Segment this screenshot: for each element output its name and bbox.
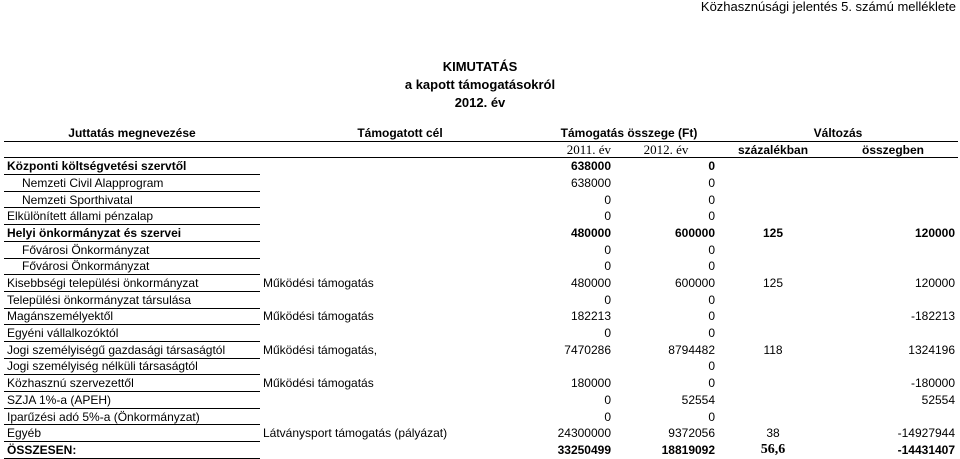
row-purpose bbox=[260, 392, 540, 409]
row-name: Nemzeti Sporthivatal bbox=[4, 191, 260, 208]
row-2012: 0 bbox=[708, 242, 716, 257]
row-purpose: Látványsport támogatás (pályázat) bbox=[263, 426, 448, 441]
row-2011 bbox=[540, 358, 614, 375]
row-2011: 0 bbox=[604, 326, 611, 341]
row-name: Jogi személyiség nélküli társaságtól bbox=[4, 358, 260, 375]
row-name: Jogi személyiségű gazdasági társaságtól bbox=[4, 341, 260, 358]
row-2012: 600000 bbox=[674, 276, 716, 291]
table-row bbox=[4, 191, 958, 208]
row-2012: 52554 bbox=[681, 392, 716, 407]
row-2012: 0 bbox=[708, 326, 716, 341]
row-name: Nemzeti Civil Alapprogram bbox=[4, 175, 260, 192]
row-percent: 38 bbox=[766, 426, 780, 441]
col-header-percent: százalékban bbox=[718, 141, 828, 158]
row-purpose bbox=[260, 291, 540, 308]
document-annex-note: Közhasznúsági jelentés 5. számú melléklete bbox=[700, 0, 956, 14]
table-row bbox=[4, 258, 958, 275]
row-diff bbox=[828, 191, 958, 208]
col-header-change: Változás bbox=[718, 125, 958, 141]
row-2012: 0 bbox=[708, 192, 716, 207]
row-purpose bbox=[260, 258, 540, 275]
row-name: Kisebbségi települési önkormányzat bbox=[4, 275, 260, 292]
total-2011: 33250499 bbox=[557, 442, 611, 457]
row-diff bbox=[828, 241, 958, 258]
total-diff: -14431407 bbox=[897, 442, 956, 457]
total-2012: 18819092 bbox=[661, 442, 716, 457]
row-2012: 8794482 bbox=[668, 342, 716, 357]
row-2011: 0 bbox=[604, 242, 611, 257]
col-header-purpose: Támogatott cél bbox=[260, 125, 540, 141]
col-header-2012: 2012. év bbox=[614, 141, 718, 158]
row-percent bbox=[718, 325, 828, 342]
row-2011: 638000 bbox=[570, 159, 611, 174]
row-percent bbox=[718, 358, 828, 375]
row-2012: 0 bbox=[708, 175, 716, 190]
row-2011: 180000 bbox=[570, 376, 611, 391]
row-name: Egyéni vállalkozóktól bbox=[4, 325, 260, 342]
row-diff bbox=[828, 325, 958, 342]
title-line-3: 2012. év bbox=[454, 95, 506, 110]
row-2011: 480000 bbox=[570, 276, 611, 291]
row-2012: 0 bbox=[708, 209, 716, 224]
row-percent bbox=[718, 258, 828, 275]
row-diff bbox=[828, 408, 958, 425]
row-2012: 9372056 bbox=[668, 426, 716, 441]
total-label: ÖSSZESEN: bbox=[4, 442, 260, 459]
col-header-2011: 2011. év bbox=[540, 141, 614, 158]
row-diff bbox=[828, 208, 958, 225]
row-diff: -182213 bbox=[910, 309, 956, 324]
row-purpose: Működési támogatás bbox=[263, 276, 374, 291]
table-row bbox=[4, 341, 958, 358]
col-header-name: Juttatás megnevezése bbox=[4, 125, 260, 141]
table-row bbox=[4, 241, 958, 258]
row-percent bbox=[718, 208, 828, 225]
row-name: Elkülönített állami pénzalap bbox=[4, 208, 260, 225]
row-name: Fővárosi Önkormányzat bbox=[4, 241, 260, 258]
row-diff bbox=[828, 175, 958, 192]
row-diff: -14927944 bbox=[897, 426, 956, 441]
row-percent bbox=[718, 392, 828, 409]
row-name: Közhasznú szervezettől bbox=[4, 375, 260, 392]
table-row bbox=[4, 425, 958, 442]
row-purpose bbox=[260, 358, 540, 375]
row-diff bbox=[828, 258, 958, 275]
col-header-amount: Támogatás összege (Ft) bbox=[540, 125, 718, 141]
header-row-2 bbox=[4, 141, 958, 158]
row-diff: 120000 bbox=[914, 225, 956, 240]
row-name: Települési önkormányzat társulása bbox=[4, 291, 260, 308]
row-2012: 0 bbox=[708, 309, 716, 324]
row-purpose: Működési támogatás bbox=[263, 376, 374, 391]
row-percent bbox=[718, 158, 828, 175]
table-row bbox=[4, 291, 958, 308]
row-2012: 600000 bbox=[674, 225, 716, 240]
row-2011: 480000 bbox=[570, 225, 611, 240]
row-purpose bbox=[260, 208, 540, 225]
row-2012: 0 bbox=[708, 159, 716, 174]
row-purpose bbox=[260, 325, 540, 342]
row-purpose bbox=[260, 175, 540, 192]
row-purpose bbox=[260, 158, 540, 175]
row-name: Helyi önkormányzat és szervei bbox=[4, 225, 260, 242]
row-percent bbox=[718, 308, 828, 325]
row-purpose bbox=[260, 241, 540, 258]
row-percent bbox=[718, 408, 828, 425]
row-percent: 125 bbox=[763, 276, 784, 291]
title-line-2: a kapott támogatásokról bbox=[404, 77, 556, 92]
title-line-1: KIMUTATÁS bbox=[442, 59, 518, 74]
row-purpose bbox=[260, 408, 540, 425]
row-2011: 0 bbox=[604, 409, 611, 424]
row-2012: 0 bbox=[708, 292, 716, 307]
row-diff: 1324196 bbox=[908, 342, 956, 357]
row-diff bbox=[828, 158, 958, 175]
row-2011: 0 bbox=[604, 192, 611, 207]
row-percent: 118 bbox=[763, 342, 783, 357]
row-name: Központi költségvetési szervtől bbox=[4, 158, 260, 175]
row-2012: 0 bbox=[708, 259, 716, 274]
row-percent: 125 bbox=[763, 225, 784, 240]
row-purpose: Működési támogatás, bbox=[263, 342, 378, 357]
row-2011: 182213 bbox=[570, 309, 611, 324]
row-2011: 0 bbox=[604, 209, 611, 224]
table-row bbox=[4, 358, 958, 375]
table-row bbox=[4, 375, 958, 392]
row-2011: 0 bbox=[604, 392, 611, 407]
row-diff: -180000 bbox=[910, 376, 956, 391]
row-diff bbox=[828, 291, 958, 308]
row-2011: 638000 bbox=[570, 175, 611, 190]
table-row bbox=[4, 408, 958, 425]
row-purpose: Működési támogatás bbox=[263, 309, 374, 324]
row-2011: 0 bbox=[604, 292, 611, 307]
row-2011: 7470286 bbox=[564, 342, 611, 357]
row-name: Iparűzési adó 5%-a (Önkormányzat) bbox=[4, 408, 260, 425]
table-row bbox=[4, 275, 958, 292]
table-row bbox=[4, 392, 958, 409]
header-row-1 bbox=[4, 125, 958, 141]
row-2011: 0 bbox=[604, 259, 611, 274]
row-diff bbox=[828, 358, 958, 375]
row-2012: 0 bbox=[708, 376, 716, 391]
support-table bbox=[4, 125, 958, 459]
table-row bbox=[4, 325, 958, 342]
row-2011: 24300000 bbox=[557, 426, 611, 441]
row-diff: 52554 bbox=[921, 392, 956, 407]
row-purpose bbox=[260, 225, 540, 242]
row-2012: 0 bbox=[708, 409, 716, 424]
row-percent bbox=[718, 191, 828, 208]
row-diff: 120000 bbox=[914, 276, 956, 291]
table-row bbox=[4, 175, 958, 192]
row-name: SZJA 1%-a (APEH) bbox=[4, 392, 260, 409]
row-purpose bbox=[260, 191, 540, 208]
row-name: Magánszemélyektől bbox=[4, 308, 260, 325]
row-name: Fővárosi Önkormányzat bbox=[4, 258, 260, 275]
col-header-sum: összegben bbox=[828, 141, 958, 158]
table-row bbox=[4, 308, 958, 325]
row-name: Egyéb bbox=[4, 425, 260, 442]
row-percent bbox=[718, 241, 828, 258]
total-percent: 56,6 bbox=[760, 441, 786, 457]
table-row bbox=[4, 208, 958, 225]
row-percent bbox=[718, 175, 828, 192]
table-row bbox=[4, 158, 958, 175]
row-percent bbox=[718, 375, 828, 392]
table-row bbox=[4, 225, 958, 242]
row-percent bbox=[718, 291, 828, 308]
row-2012: 0 bbox=[708, 359, 716, 374]
